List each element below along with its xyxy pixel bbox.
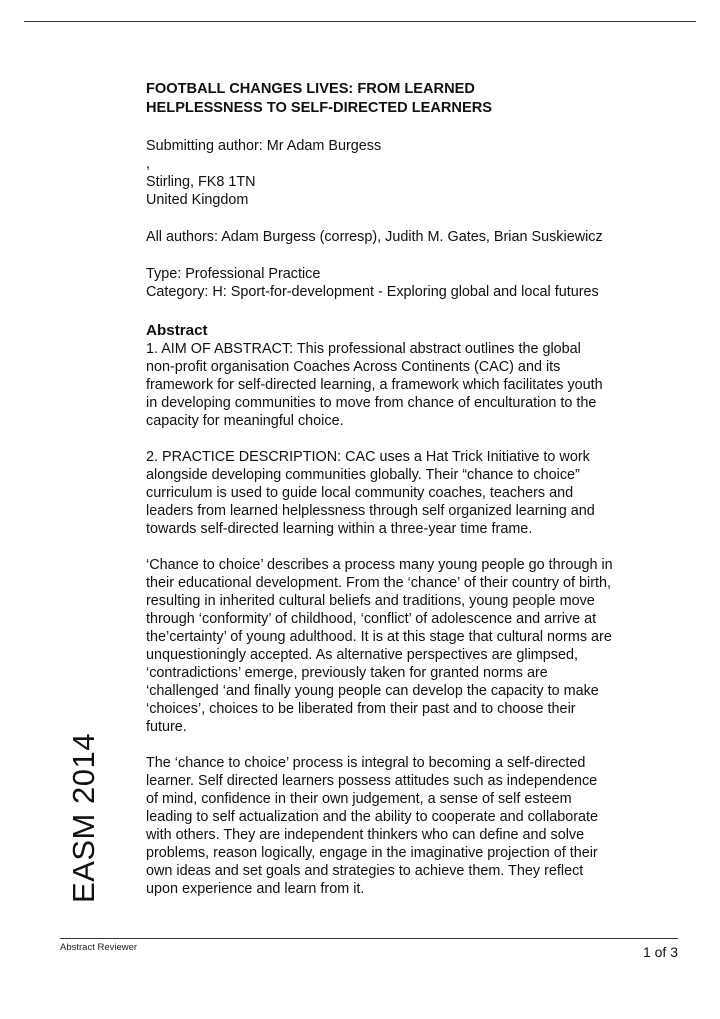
paragraph-line: ‘Chance to choice’ describes a process many young people go through in	[146, 557, 613, 573]
paragraph-line: leading to self actualization and the ability to cooperate and collaborate	[146, 809, 599, 825]
paragraph-line: future.	[146, 719, 187, 735]
paragraph-line: the’certainty’ of young adulthood. It is at this stage that cultural norms are	[146, 629, 612, 645]
paragraph-line: towards self-directed learning within a three-year time frame.	[146, 521, 533, 537]
document-title	[146, 80, 666, 118]
paragraph-line: alongside developing communities globally. Their “chance to choice”	[146, 467, 580, 483]
paragraph-line: curriculum is used to guide local community coaches, teachers and	[146, 485, 574, 501]
abstract-heading: Abstract	[146, 322, 208, 339]
paragraph-line: own ideas and set goals and strategies to achieve them. They reflect	[146, 863, 584, 879]
paragraph-line: unquestioningly accepted. As alternative perspectives are glimpsed,	[146, 647, 578, 663]
title-line: HELPLESSNESS TO SELF-DIRECTED LEARNERS	[146, 100, 492, 116]
paragraph-line: leaders from learned helplessness through self organized learning and	[146, 503, 595, 519]
abstract-paragraph	[146, 556, 666, 736]
paragraph-line: learner. Self directed learners possess attitudes such as independence	[146, 773, 598, 789]
type-line: Type: Professional Practice	[146, 266, 321, 282]
paragraph-line: ‘challenged ‘and finally young people can develop the capacity to make	[146, 683, 599, 699]
paragraph-line: capacity for meaningful choice.	[146, 413, 344, 429]
abstract-body	[146, 340, 666, 898]
paragraph-line: in developing communities to move from chance of enculturation to the	[146, 395, 597, 411]
all-authors: All authors: Adam Burgess (corresp), Judith M. Gates, Brian Suskiewicz	[146, 229, 603, 245]
paragraph-line: ‘contradictions’ emerge, previously taken for granted norms are	[146, 665, 548, 681]
paragraph-line: The ‘chance to choice’ process is integral to becoming a self-directed	[146, 755, 586, 771]
paragraph-line: of mind, confidence in their own judgement, a sense of self esteem	[146, 791, 572, 807]
abstract-document	[146, 80, 666, 898]
type-category-block	[146, 265, 666, 301]
paragraph-line: framework for self-directed learning, a framework which facilitates youth	[146, 377, 603, 393]
abstract-paragraph	[146, 340, 666, 430]
author-city: Stirling, FK8 1TN	[146, 174, 256, 190]
footer-rule	[60, 938, 678, 939]
conference-side-label: EASM 2014	[66, 733, 101, 903]
category-line: Category: H: Sport-for-development - Exploring global and local futures	[146, 284, 599, 300]
paragraph-line: their educational development. From the ‘chance’ of their country of birth,	[146, 575, 612, 591]
author-country: United Kingdom	[146, 192, 249, 208]
paragraph-line: ‘choices’, choices to be liberated from their past and to choose their	[146, 701, 576, 717]
paragraph-line: upon experience and learn from it.	[146, 881, 365, 897]
title-line: FOOTBALL CHANGES LIVES: FROM LEARNED	[146, 81, 475, 97]
abstract-paragraph	[146, 448, 666, 538]
paragraph-line: resulting in inherited cultural beliefs and traditions, young people move	[146, 593, 595, 609]
abstract-paragraph	[146, 754, 666, 898]
paragraph-line: with others. They are independent thinkers who can define and solve	[146, 827, 585, 843]
paragraph-line: problems, reason logically, engage in the imaginative projection of their	[146, 845, 598, 861]
paragraph-line: non-profit organisation Coaches Across Continents (CAC) and its	[146, 359, 561, 375]
submitting-author: Submitting author: Mr Adam Burgess	[146, 138, 382, 154]
all-authors-block	[146, 228, 666, 246]
paragraph-line: 1. AIM OF ABSTRACT: This professional abstract outlines the global	[146, 341, 581, 357]
page-number: 1 of 3	[642, 944, 678, 960]
paragraph-line: 2. PRACTICE DESCRIPTION: CAC uses a Hat Trick Initiative to work	[146, 449, 590, 465]
author-block	[146, 137, 666, 209]
top-rule	[24, 21, 696, 22]
author-comma: ,	[146, 156, 150, 172]
footer-reviewer-label: Abstract Reviewer	[60, 942, 138, 953]
paragraph-line: through ‘conformity’ of childhood, ‘conflict’ of adolescence and arrive at	[146, 611, 597, 627]
